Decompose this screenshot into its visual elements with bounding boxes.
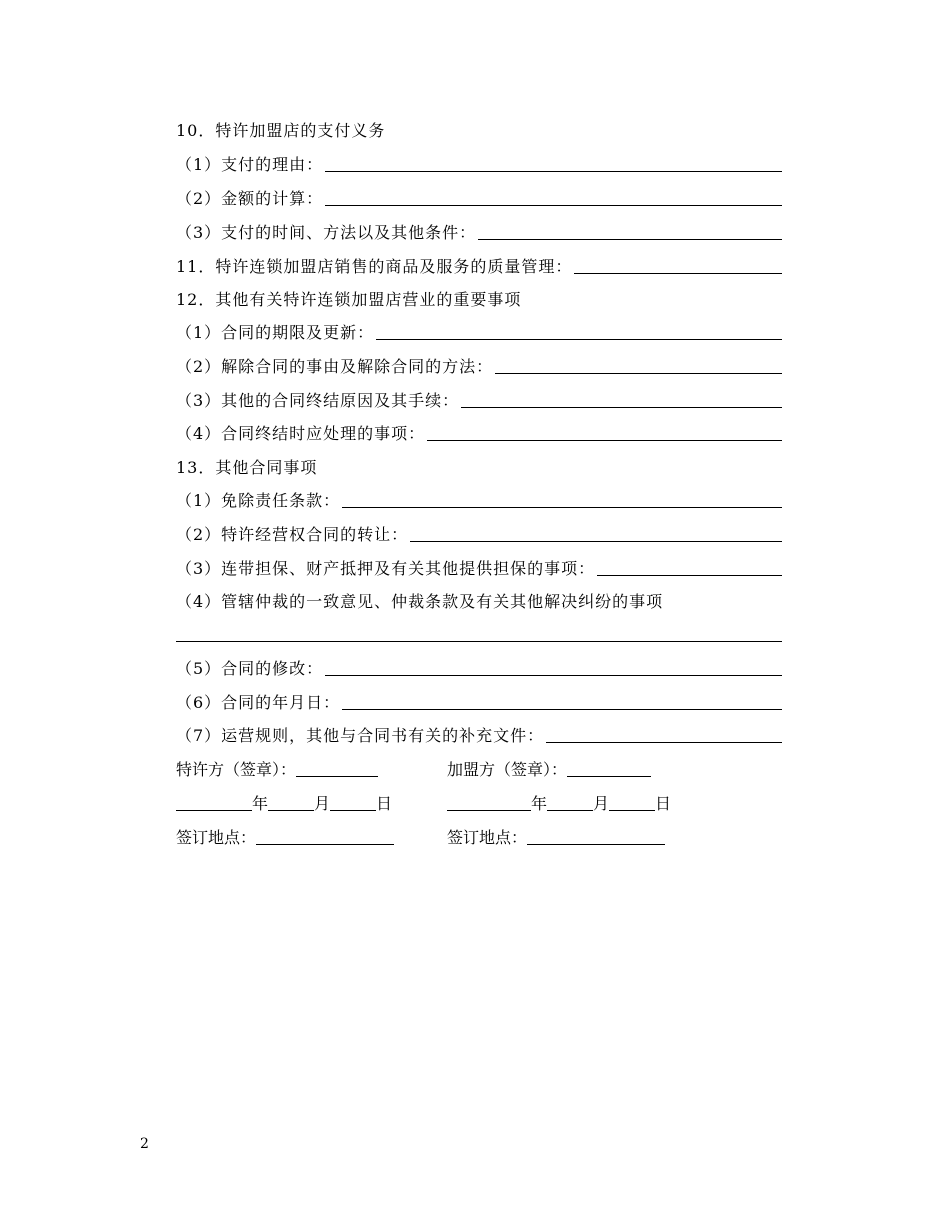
franchisee-day-blank[interactable] [609,809,655,811]
franchisor-month-blank[interactable] [268,809,314,811]
item-12-1-blank[interactable] [376,338,782,340]
item-12-1 [176,320,782,344]
item-10-2-blank[interactable] [325,204,782,206]
franchisee-signature-blank[interactable] [567,775,651,777]
item-12-4-label: （4）合同终结时应处理的事项： [176,424,426,443]
item-10-2 [176,186,782,210]
item-13-4-label: （4）管辖仲裁的一致意见、仲裁条款及有关其他解决纠纷的事项 [176,592,664,611]
item-13-1 [176,488,782,512]
item-13-7-label: （7）运营规则，其他与合同书有关的补充文件： [176,726,545,745]
item-10-1-blank[interactable] [325,170,782,172]
franchisee-place [447,825,665,849]
franchisor-year-blank[interactable] [176,809,252,811]
franchisor-signature-blank[interactable] [296,775,378,777]
franchisee-year-label: 年 [531,794,548,813]
section-11-blank[interactable] [574,272,782,274]
item-10-1 [176,152,782,176]
franchisor-day-blank[interactable] [330,809,376,811]
franchisor-date [176,791,392,815]
item-10-2-label: （2）金额的计算： [176,189,324,208]
franchisee-label: 加盟方（签章）： [447,760,568,779]
item-12-2-blank[interactable] [495,372,782,374]
franchisee-month-label: 月 [593,794,610,813]
item-13-5 [176,656,782,680]
item-13-2 [176,522,782,546]
section-10-title [176,118,782,142]
item-13-7-blank[interactable] [546,741,782,743]
item-12-1-label: （1）合同的期限及更新： [176,323,375,342]
franchisee-signature [447,757,651,781]
item-12-4-blank[interactable] [427,439,782,441]
item-13-4-blank[interactable] [176,641,782,642]
item-13-6-blank[interactable] [342,708,782,710]
section-13-title [176,455,782,479]
item-10-3-label: （3）支付的时间、方法以及其他条件： [176,223,477,242]
franchisor-place-label: 签订地点： [176,828,257,847]
item-13-7 [176,723,782,747]
franchisor-signature [176,757,378,781]
item-13-3-blank[interactable] [597,574,782,576]
franchisor-place [176,825,394,849]
item-13-2-label: （2）特许经营权合同的转让： [176,525,409,544]
item-13-1-label: （1）免除责任条款： [176,491,341,510]
item-13-1-blank[interactable] [342,506,782,508]
section-12-title-text: 12．其他有关特许连锁加盟店营业的重要事项 [176,290,522,309]
franchisor-place-blank[interactable] [256,843,394,845]
section-11 [176,254,782,278]
item-10-3 [176,220,782,244]
signature-row [176,757,782,781]
franchisee-place-blank[interactable] [527,843,665,845]
item-13-2-blank[interactable] [410,540,782,542]
item-12-3-label: （3）其他的合同终结原因及其手续： [176,391,460,410]
item-12-3-blank[interactable] [461,406,782,408]
section-13-title-text: 13．其他合同事项 [176,458,318,477]
item-13-6 [176,690,782,714]
franchisor-year-label: 年 [252,794,269,813]
franchisee-place-label: 签订地点： [447,828,528,847]
franchisee-date [447,791,671,815]
franchisee-year-blank[interactable] [447,809,531,811]
item-13-5-label: （5）合同的修改： [176,659,324,678]
franchisor-label: 特许方（签章）： [176,760,297,779]
section-10-title-text: 10．特许加盟店的支付义务 [176,121,386,140]
item-13-3 [176,556,782,580]
item-10-1-label: （1）支付的理由： [176,155,324,174]
item-10-3-blank[interactable] [478,238,782,240]
place-row [176,825,782,849]
franchisor-month-label: 月 [314,794,331,813]
franchisor-day-label: 日 [376,794,393,813]
date-row [176,791,782,815]
item-13-4 [176,589,782,613]
item-12-4 [176,421,782,445]
franchisee-month-blank[interactable] [547,809,593,811]
franchisee-day-label: 日 [655,794,672,813]
item-13-5-blank[interactable] [325,674,782,676]
item-12-3 [176,388,782,412]
item-12-2 [176,354,782,378]
item-13-6-label: （6）合同的年月日： [176,693,341,712]
item-12-2-label: （2）解除合同的事由及解除合同的方法： [176,357,494,376]
item-13-3-label: （3）连带担保、财产抵押及有关其他提供担保的事项： [176,559,596,578]
page-number: 2 [140,1136,149,1152]
section-11-label: 11．特许连锁加盟店销售的商品及服务的质量管理： [176,257,573,276]
section-12-title [176,287,782,311]
